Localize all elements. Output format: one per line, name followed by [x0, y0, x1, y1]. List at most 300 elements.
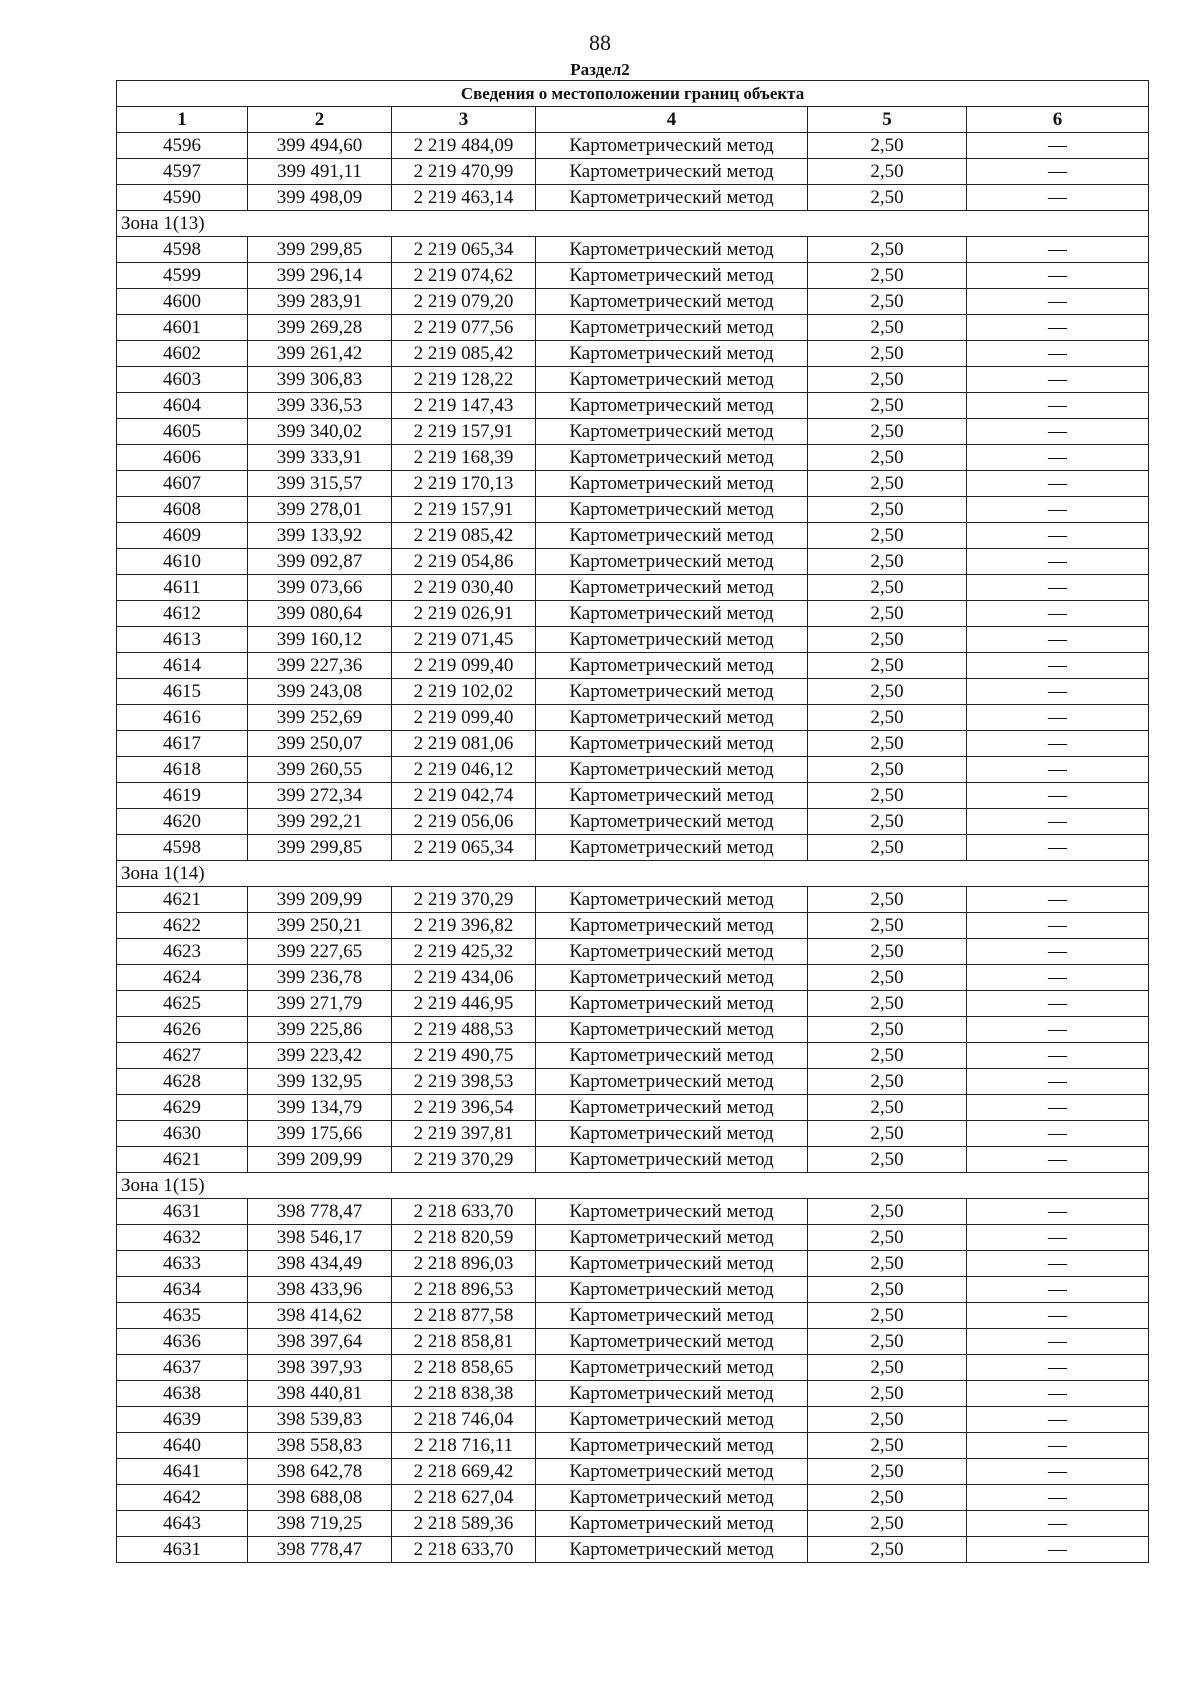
table-row: [117, 523, 1149, 549]
accuracy-cell: 2,50: [808, 419, 967, 445]
point-number-cell: 4599: [117, 263, 248, 289]
method-cell: Картометрический метод: [536, 1355, 808, 1381]
description-cell: —: [967, 523, 1149, 549]
table-row: [117, 1225, 1149, 1251]
point-number-cell: 4637: [117, 1355, 248, 1381]
point-number-cell: 4600: [117, 289, 248, 315]
description-cell: —: [967, 1433, 1149, 1459]
method-cell: Картометрический метод: [536, 1251, 808, 1277]
method-cell: Картометрический метод: [536, 1147, 808, 1173]
accuracy-cell: 2,50: [808, 939, 967, 965]
accuracy-cell: 2,50: [808, 835, 967, 861]
point-number-cell: 4620: [117, 809, 248, 835]
table-row: [117, 1329, 1149, 1355]
table-row: [117, 887, 1149, 913]
x-coordinate-cell: 399 227,36: [248, 653, 392, 679]
point-number-cell: 4590: [117, 185, 248, 211]
table-row: [117, 1043, 1149, 1069]
zone-label: Зона 1(13): [117, 211, 1149, 237]
method-cell: Картометрический метод: [536, 1459, 808, 1485]
method-cell: Картометрический метод: [536, 1199, 808, 1225]
method-cell: Картометрический метод: [536, 1329, 808, 1355]
x-coordinate-cell: 399 134,79: [248, 1095, 392, 1121]
column-header: 3: [392, 107, 536, 133]
x-coordinate-cell: 399 306,83: [248, 367, 392, 393]
accuracy-cell: 2,50: [808, 705, 967, 731]
accuracy-cell: 2,50: [808, 185, 967, 211]
table-row: [117, 393, 1149, 419]
description-cell: —: [967, 549, 1149, 575]
accuracy-cell: 2,50: [808, 1225, 967, 1251]
table-row: [117, 549, 1149, 575]
method-cell: Картометрический метод: [536, 1381, 808, 1407]
x-coordinate-cell: 399 243,08: [248, 679, 392, 705]
point-number-cell: 4605: [117, 419, 248, 445]
point-number-cell: 4634: [117, 1277, 248, 1303]
accuracy-cell: 2,50: [808, 1511, 967, 1537]
accuracy-cell: 2,50: [808, 809, 967, 835]
x-coordinate-cell: 399 296,14: [248, 263, 392, 289]
coordinates-table: [116, 80, 1149, 1563]
y-coordinate-cell: 2 218 633,70: [392, 1199, 536, 1225]
method-cell: Картометрический метод: [536, 1537, 808, 1563]
y-coordinate-cell: 2 219 085,42: [392, 341, 536, 367]
description-cell: —: [967, 1381, 1149, 1407]
table-row: [117, 341, 1149, 367]
method-cell: Картометрический метод: [536, 679, 808, 705]
table-body: [117, 133, 1149, 1563]
x-coordinate-cell: 398 719,25: [248, 1511, 392, 1537]
method-cell: Картометрический метод: [536, 1407, 808, 1433]
accuracy-cell: 2,50: [808, 289, 967, 315]
description-cell: —: [967, 1303, 1149, 1329]
zone-row: [117, 211, 1149, 237]
table-row: [117, 419, 1149, 445]
accuracy-cell: 2,50: [808, 731, 967, 757]
point-number-cell: 4604: [117, 393, 248, 419]
method-cell: Картометрический метод: [536, 913, 808, 939]
accuracy-cell: 2,50: [808, 341, 967, 367]
accuracy-cell: 2,50: [808, 1043, 967, 1069]
y-coordinate-cell: 2 219 128,22: [392, 367, 536, 393]
y-coordinate-cell: 2 219 488,53: [392, 1017, 536, 1043]
table-row: [117, 1095, 1149, 1121]
description-cell: —: [967, 1329, 1149, 1355]
table-row: [117, 315, 1149, 341]
point-number-cell: 4618: [117, 757, 248, 783]
method-cell: Картометрический метод: [536, 965, 808, 991]
method-cell: Картометрический метод: [536, 783, 808, 809]
description-cell: —: [967, 1225, 1149, 1251]
y-coordinate-cell: 2 219 077,56: [392, 315, 536, 341]
zone-row: [117, 1173, 1149, 1199]
description-cell: —: [967, 1355, 1149, 1381]
method-cell: Картометрический метод: [536, 1095, 808, 1121]
table-row: [117, 1277, 1149, 1303]
y-coordinate-cell: 2 218 716,11: [392, 1433, 536, 1459]
page-number: 88: [589, 30, 611, 55]
method-cell: Картометрический метод: [536, 757, 808, 783]
x-coordinate-cell: 399 073,66: [248, 575, 392, 601]
y-coordinate-cell: 2 219 396,54: [392, 1095, 536, 1121]
table-row: [117, 133, 1149, 159]
y-coordinate-cell: 2 219 396,82: [392, 913, 536, 939]
x-coordinate-cell: 399 175,66: [248, 1121, 392, 1147]
method-cell: Картометрический метод: [536, 1225, 808, 1251]
table-row: [117, 1069, 1149, 1095]
table-row: [117, 575, 1149, 601]
accuracy-cell: 2,50: [808, 575, 967, 601]
description-cell: —: [967, 653, 1149, 679]
accuracy-cell: 2,50: [808, 1329, 967, 1355]
accuracy-cell: 2,50: [808, 237, 967, 263]
point-number-cell: 4621: [117, 887, 248, 913]
point-number-cell: 4601: [117, 315, 248, 341]
method-cell: Картометрический метод: [536, 393, 808, 419]
point-number-cell: 4632: [117, 1225, 248, 1251]
column-header: 1: [117, 107, 248, 133]
x-coordinate-cell: 398 642,78: [248, 1459, 392, 1485]
table-row: [117, 757, 1149, 783]
y-coordinate-cell: 2 218 627,04: [392, 1485, 536, 1511]
x-coordinate-cell: 399 491,11: [248, 159, 392, 185]
table-row: [117, 497, 1149, 523]
point-number-cell: 4596: [117, 133, 248, 159]
accuracy-cell: 2,50: [808, 1121, 967, 1147]
accuracy-cell: 2,50: [808, 1407, 967, 1433]
method-cell: Картометрический метод: [536, 835, 808, 861]
accuracy-cell: 2,50: [808, 783, 967, 809]
x-coordinate-cell: 398 546,17: [248, 1225, 392, 1251]
x-coordinate-cell: 399 333,91: [248, 445, 392, 471]
description-cell: —: [967, 1277, 1149, 1303]
x-coordinate-cell: 399 271,79: [248, 991, 392, 1017]
table-row: [117, 965, 1149, 991]
y-coordinate-cell: 2 219 056,06: [392, 809, 536, 835]
description-cell: —: [967, 445, 1149, 471]
x-coordinate-cell: 398 558,83: [248, 1433, 392, 1459]
table-row: [117, 1459, 1149, 1485]
y-coordinate-cell: 2 219 085,42: [392, 523, 536, 549]
y-coordinate-cell: 2 219 434,06: [392, 965, 536, 991]
method-cell: Картометрический метод: [536, 1121, 808, 1147]
description-cell: —: [967, 1017, 1149, 1043]
point-number-cell: 4625: [117, 991, 248, 1017]
point-number-cell: 4607: [117, 471, 248, 497]
description-cell: —: [967, 965, 1149, 991]
point-number-cell: 4611: [117, 575, 248, 601]
table-caption: Сведения о местоположении границ объекта: [117, 81, 1149, 107]
method-cell: Картометрический метод: [536, 653, 808, 679]
accuracy-cell: 2,50: [808, 159, 967, 185]
method-cell: Картометрический метод: [536, 1017, 808, 1043]
description-cell: —: [967, 1485, 1149, 1511]
zone-label: Зона 1(15): [117, 1173, 1149, 1199]
method-cell: Картометрический метод: [536, 315, 808, 341]
y-coordinate-cell: 2 219 147,43: [392, 393, 536, 419]
y-coordinate-cell: 2 219 054,86: [392, 549, 536, 575]
method-cell: Картометрический метод: [536, 1277, 808, 1303]
point-number-cell: 4630: [117, 1121, 248, 1147]
x-coordinate-cell: 399 223,42: [248, 1043, 392, 1069]
y-coordinate-cell: 2 219 065,34: [392, 237, 536, 263]
table-row: [117, 1121, 1149, 1147]
x-coordinate-cell: 399 080,64: [248, 601, 392, 627]
description-cell: —: [967, 627, 1149, 653]
x-coordinate-cell: 399 260,55: [248, 757, 392, 783]
x-coordinate-cell: 399 209,99: [248, 1147, 392, 1173]
point-number-cell: 4609: [117, 523, 248, 549]
accuracy-cell: 2,50: [808, 1095, 967, 1121]
method-cell: Картометрический метод: [536, 939, 808, 965]
description-cell: —: [967, 705, 1149, 731]
method-cell: Картометрический метод: [536, 133, 808, 159]
description-cell: —: [967, 679, 1149, 705]
x-coordinate-cell: 399 299,85: [248, 835, 392, 861]
table-row: [117, 1407, 1149, 1433]
accuracy-cell: 2,50: [808, 471, 967, 497]
y-coordinate-cell: 2 219 065,34: [392, 835, 536, 861]
table-caption-row: [117, 81, 1149, 107]
x-coordinate-cell: 399 315,57: [248, 471, 392, 497]
description-cell: —: [967, 809, 1149, 835]
description-cell: —: [967, 887, 1149, 913]
description-cell: —: [967, 783, 1149, 809]
point-number-cell: 4598: [117, 835, 248, 861]
x-coordinate-cell: 399 299,85: [248, 237, 392, 263]
point-number-cell: 4635: [117, 1303, 248, 1329]
accuracy-cell: 2,50: [808, 887, 967, 913]
accuracy-cell: 2,50: [808, 549, 967, 575]
method-cell: Картометрический метод: [536, 445, 808, 471]
point-number-cell: 4598: [117, 237, 248, 263]
point-number-cell: 4624: [117, 965, 248, 991]
y-coordinate-cell: 2 218 858,65: [392, 1355, 536, 1381]
point-number-cell: 4616: [117, 705, 248, 731]
description-cell: —: [967, 1147, 1149, 1173]
point-number-cell: 4614: [117, 653, 248, 679]
description-cell: —: [967, 289, 1149, 315]
x-coordinate-cell: 398 688,08: [248, 1485, 392, 1511]
method-cell: Картометрический метод: [536, 419, 808, 445]
x-coordinate-cell: 399 261,42: [248, 341, 392, 367]
y-coordinate-cell: 2 218 838,38: [392, 1381, 536, 1407]
x-coordinate-cell: 399 272,34: [248, 783, 392, 809]
x-coordinate-cell: 399 236,78: [248, 965, 392, 991]
point-number-cell: 4621: [117, 1147, 248, 1173]
column-header: 6: [967, 107, 1149, 133]
point-number-cell: 4608: [117, 497, 248, 523]
table-row: [117, 263, 1149, 289]
zone-row: [117, 861, 1149, 887]
point-number-cell: 4613: [117, 627, 248, 653]
accuracy-cell: 2,50: [808, 679, 967, 705]
y-coordinate-cell: 2 219 446,95: [392, 991, 536, 1017]
y-coordinate-cell: 2 219 079,20: [392, 289, 536, 315]
y-coordinate-cell: 2 219 484,09: [392, 133, 536, 159]
accuracy-cell: 2,50: [808, 367, 967, 393]
table-row: [117, 731, 1149, 757]
description-cell: —: [967, 1121, 1149, 1147]
accuracy-cell: 2,50: [808, 393, 967, 419]
y-coordinate-cell: 2 219 042,74: [392, 783, 536, 809]
table-row: [117, 445, 1149, 471]
accuracy-cell: 2,50: [808, 315, 967, 341]
table-row: [117, 601, 1149, 627]
table-row: [117, 237, 1149, 263]
table-row: [117, 1433, 1149, 1459]
x-coordinate-cell: 399 132,95: [248, 1069, 392, 1095]
accuracy-cell: 2,50: [808, 445, 967, 471]
method-cell: Картометрический метод: [536, 809, 808, 835]
x-coordinate-cell: 399 225,86: [248, 1017, 392, 1043]
description-cell: —: [967, 1537, 1149, 1563]
method-cell: Картометрический метод: [536, 601, 808, 627]
point-number-cell: 4628: [117, 1069, 248, 1095]
x-coordinate-cell: 399 283,91: [248, 289, 392, 315]
method-cell: Картометрический метод: [536, 263, 808, 289]
accuracy-cell: 2,50: [808, 1381, 967, 1407]
x-coordinate-cell: 399 133,92: [248, 523, 392, 549]
point-number-cell: 4619: [117, 783, 248, 809]
method-cell: Картометрический метод: [536, 341, 808, 367]
accuracy-cell: 2,50: [808, 1069, 967, 1095]
description-cell: —: [967, 913, 1149, 939]
accuracy-cell: 2,50: [808, 601, 967, 627]
accuracy-cell: 2,50: [808, 1485, 967, 1511]
point-number-cell: 4602: [117, 341, 248, 367]
y-coordinate-cell: 2 219 370,29: [392, 1147, 536, 1173]
x-coordinate-cell: 398 414,62: [248, 1303, 392, 1329]
x-coordinate-cell: 398 778,47: [248, 1537, 392, 1563]
column-header-row: [117, 107, 1149, 133]
method-cell: Картометрический метод: [536, 705, 808, 731]
x-coordinate-cell: 399 278,01: [248, 497, 392, 523]
description-cell: —: [967, 393, 1149, 419]
table-row: [117, 1537, 1149, 1563]
y-coordinate-cell: 2 219 026,91: [392, 601, 536, 627]
method-cell: Картометрический метод: [536, 1303, 808, 1329]
accuracy-cell: 2,50: [808, 1147, 967, 1173]
point-number-cell: 4610: [117, 549, 248, 575]
accuracy-cell: 2,50: [808, 133, 967, 159]
y-coordinate-cell: 2 219 081,06: [392, 731, 536, 757]
x-coordinate-cell: 398 778,47: [248, 1199, 392, 1225]
x-coordinate-cell: 399 340,02: [248, 419, 392, 445]
x-coordinate-cell: 398 440,81: [248, 1381, 392, 1407]
x-coordinate-cell: 399 498,09: [248, 185, 392, 211]
table-row: [117, 367, 1149, 393]
accuracy-cell: 2,50: [808, 653, 967, 679]
y-coordinate-cell: 2 219 463,14: [392, 185, 536, 211]
column-header: 5: [808, 107, 967, 133]
x-coordinate-cell: 399 227,65: [248, 939, 392, 965]
table-row: [117, 159, 1149, 185]
table-row: [117, 1511, 1149, 1537]
description-cell: —: [967, 237, 1149, 263]
x-coordinate-cell: 398 539,83: [248, 1407, 392, 1433]
point-number-cell: 4603: [117, 367, 248, 393]
x-coordinate-cell: 399 269,28: [248, 315, 392, 341]
table-row: [117, 1303, 1149, 1329]
table-row: [117, 1355, 1149, 1381]
method-cell: Картометрический метод: [536, 1511, 808, 1537]
x-coordinate-cell: 399 292,21: [248, 809, 392, 835]
table-row: [117, 679, 1149, 705]
point-number-cell: 4629: [117, 1095, 248, 1121]
y-coordinate-cell: 2 218 820,59: [392, 1225, 536, 1251]
y-coordinate-cell: 2 218 896,53: [392, 1277, 536, 1303]
accuracy-cell: 2,50: [808, 523, 967, 549]
method-cell: Картометрический метод: [536, 549, 808, 575]
description-cell: —: [967, 835, 1149, 861]
point-number-cell: 4623: [117, 939, 248, 965]
description-cell: —: [967, 757, 1149, 783]
description-cell: —: [967, 1199, 1149, 1225]
accuracy-cell: 2,50: [808, 1355, 967, 1381]
y-coordinate-cell: 2 219 030,40: [392, 575, 536, 601]
method-cell: Картометрический метод: [536, 575, 808, 601]
table-row: [117, 705, 1149, 731]
table-row: [117, 1381, 1149, 1407]
description-cell: —: [967, 1251, 1149, 1277]
table-row: [117, 913, 1149, 939]
y-coordinate-cell: 2 219 074,62: [392, 263, 536, 289]
table-row: [117, 627, 1149, 653]
method-cell: Картометрический метод: [536, 367, 808, 393]
point-number-cell: 4615: [117, 679, 248, 705]
point-number-cell: 4612: [117, 601, 248, 627]
y-coordinate-cell: 2 219 099,40: [392, 653, 536, 679]
accuracy-cell: 2,50: [808, 1251, 967, 1277]
y-coordinate-cell: 2 219 470,99: [392, 159, 536, 185]
y-coordinate-cell: 2 218 858,81: [392, 1329, 536, 1355]
y-coordinate-cell: 2 219 071,45: [392, 627, 536, 653]
point-number-cell: 4631: [117, 1537, 248, 1563]
table-row: [117, 835, 1149, 861]
y-coordinate-cell: 2 219 170,13: [392, 471, 536, 497]
table-row: [117, 1147, 1149, 1173]
y-coordinate-cell: 2 219 490,75: [392, 1043, 536, 1069]
method-cell: Картометрический метод: [536, 731, 808, 757]
description-cell: —: [967, 1459, 1149, 1485]
table-row: [117, 471, 1149, 497]
description-cell: —: [967, 341, 1149, 367]
description-cell: —: [967, 367, 1149, 393]
y-coordinate-cell: 2 218 746,04: [392, 1407, 536, 1433]
x-coordinate-cell: 398 434,49: [248, 1251, 392, 1277]
point-number-cell: 4617: [117, 731, 248, 757]
description-cell: —: [967, 159, 1149, 185]
accuracy-cell: 2,50: [808, 1199, 967, 1225]
method-cell: Картометрический метод: [536, 1433, 808, 1459]
point-number-cell: 4643: [117, 1511, 248, 1537]
method-cell: Картометрический метод: [536, 523, 808, 549]
method-cell: Картометрический метод: [536, 1485, 808, 1511]
description-cell: —: [967, 497, 1149, 523]
accuracy-cell: 2,50: [808, 1277, 967, 1303]
accuracy-cell: 2,50: [808, 913, 967, 939]
y-coordinate-cell: 2 218 633,70: [392, 1537, 536, 1563]
description-cell: —: [967, 1511, 1149, 1537]
table-row: [117, 289, 1149, 315]
point-number-cell: 4627: [117, 1043, 248, 1069]
x-coordinate-cell: 399 250,07: [248, 731, 392, 757]
table-row: [117, 653, 1149, 679]
accuracy-cell: 2,50: [808, 1303, 967, 1329]
description-cell: —: [967, 939, 1149, 965]
point-number-cell: 4639: [117, 1407, 248, 1433]
